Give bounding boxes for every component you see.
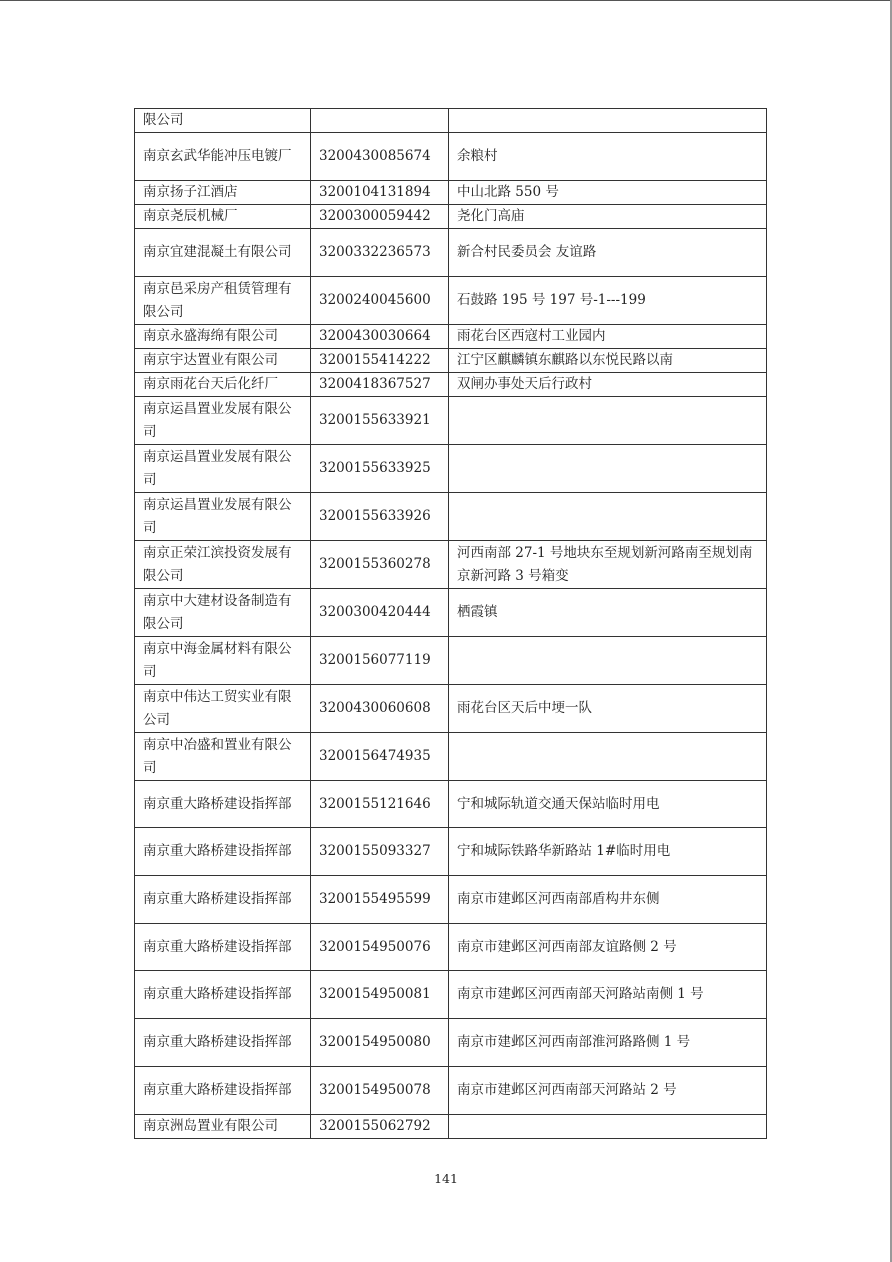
account-number-cell: 3200155633921 <box>311 397 449 445</box>
address-cell <box>449 397 767 445</box>
account-number-cell: 3200430060608 <box>311 685 449 733</box>
account-number-cell: 3200300059442 <box>311 205 449 229</box>
table-row <box>135 373 767 397</box>
company-name-cell: 南京运昌置业发展有限公司 <box>135 397 311 445</box>
company-name-cell: 南京中伟达工贸实业有限公司 <box>135 685 311 733</box>
address-cell <box>449 733 767 781</box>
account-number-cell: 3200155633926 <box>311 493 449 541</box>
address-cell: 宁和城际轨道交通天保站临时用电 <box>449 781 767 828</box>
company-name-cell: 南京重大路桥建设指挥部 <box>135 924 311 971</box>
page-number: 141 <box>434 1171 458 1186</box>
company-name-cell: 南京宜建混凝土有限公司 <box>135 229 311 277</box>
account-number-cell: 3200430030664 <box>311 325 449 349</box>
company-name-cell: 南京扬子江酒店 <box>135 181 311 205</box>
company-name-cell: 南京重大路桥建设指挥部 <box>135 971 311 1019</box>
table-row <box>135 205 767 229</box>
address-cell <box>449 445 767 493</box>
table-row <box>135 781 767 828</box>
address-cell: 余粮村 <box>449 133 767 181</box>
table-row <box>135 876 767 924</box>
address-cell: 栖霞镇 <box>449 589 767 637</box>
page-top-edge <box>0 0 892 1</box>
company-name-cell: 南京玄武华能冲压电镀厂 <box>135 133 311 181</box>
account-number-cell: 3200155121646 <box>311 781 449 828</box>
account-number-cell: 3200155093327 <box>311 828 449 876</box>
account-number-cell: 3200104131894 <box>311 181 449 205</box>
address-cell: 南京市建邺区河西南部盾构井东侧 <box>449 876 767 924</box>
company-name-cell: 南京重大路桥建设指挥部 <box>135 1019 311 1067</box>
company-name-cell: 南京重大路桥建设指挥部 <box>135 1067 311 1115</box>
company-name-cell: 限公司 <box>135 109 311 133</box>
address-cell: 雨花台区天后中埂一队 <box>449 685 767 733</box>
company-name-cell: 南京洲岛置业有限公司 <box>135 1115 311 1139</box>
address-cell: 尧化门高庙 <box>449 205 767 229</box>
table-row <box>135 229 767 277</box>
table-row <box>135 1067 767 1115</box>
company-name-cell: 南京重大路桥建设指挥部 <box>135 828 311 876</box>
address-cell <box>449 493 767 541</box>
table-row <box>135 325 767 349</box>
company-name-cell: 南京重大路桥建设指挥部 <box>135 876 311 924</box>
address-cell: 中山北路 550 号 <box>449 181 767 205</box>
address-cell <box>449 109 767 133</box>
table-row <box>135 685 767 733</box>
account-number-cell: 3200156077119 <box>311 637 449 685</box>
table-row <box>135 109 767 133</box>
table-row <box>135 924 767 971</box>
company-name-cell: 南京邑采房产租赁管理有限公司 <box>135 277 311 325</box>
account-number-cell: 3200154950080 <box>311 1019 449 1067</box>
account-number-cell: 3200418367527 <box>311 373 449 397</box>
account-number-cell <box>311 109 449 133</box>
company-name-cell: 南京运昌置业发展有限公司 <box>135 445 311 493</box>
address-cell: 南京市建邺区河西南部友谊路侧 2 号 <box>449 924 767 971</box>
table-row <box>135 828 767 876</box>
account-number-cell: 3200155414222 <box>311 349 449 373</box>
account-number-cell: 3200155062792 <box>311 1115 449 1139</box>
company-name-cell: 南京中海金属材料有限公司 <box>135 637 311 685</box>
address-cell: 南京市建邺区河西南部天河路站南侧 1 号 <box>449 971 767 1019</box>
address-cell: 新合村民委员会 友谊路 <box>449 229 767 277</box>
address-cell <box>449 1115 767 1139</box>
table-row <box>135 133 767 181</box>
account-number-cell: 3200154950078 <box>311 1067 449 1115</box>
company-name-cell: 南京雨花台天后化纤厂 <box>135 373 311 397</box>
table-row <box>135 541 767 589</box>
address-cell: 南京市建邺区河西南部淮河路路侧 1 号 <box>449 1019 767 1067</box>
table-row <box>135 971 767 1019</box>
table-row <box>135 397 767 445</box>
account-number-cell: 3200154950076 <box>311 924 449 971</box>
account-number-cell: 3200155633925 <box>311 445 449 493</box>
table-row <box>135 181 767 205</box>
account-number-cell: 3200156474935 <box>311 733 449 781</box>
company-name-cell: 南京永盛海绵有限公司 <box>135 325 311 349</box>
table-row <box>135 1019 767 1067</box>
company-name-cell: 南京宇达置业有限公司 <box>135 349 311 373</box>
table-row <box>135 733 767 781</box>
company-name-cell: 南京重大路桥建设指挥部 <box>135 781 311 828</box>
company-name-cell: 南京正荣江滨投资发展有限公司 <box>135 541 311 589</box>
table-row <box>135 589 767 637</box>
table-body <box>135 109 767 1139</box>
address-cell: 江宁区麒麟镇东麒路以东悦民路以南 <box>449 349 767 373</box>
company-name-cell: 南京中冶盛和置业有限公司 <box>135 733 311 781</box>
account-number-cell: 3200155495599 <box>311 876 449 924</box>
table-row <box>135 445 767 493</box>
table-row <box>135 637 767 685</box>
account-number-cell: 3200332236573 <box>311 229 449 277</box>
company-name-cell: 南京尧辰机械厂 <box>135 205 311 229</box>
address-cell: 雨花台区西寇村工业园内 <box>449 325 767 349</box>
table-row <box>135 277 767 325</box>
table-row <box>135 493 767 541</box>
address-cell: 石鼓路 195 号 197 号-1---199 <box>449 277 767 325</box>
account-number-cell: 3200155360278 <box>311 541 449 589</box>
company-name-cell: 南京中大建材设备制造有限公司 <box>135 589 311 637</box>
account-number-cell: 3200430085674 <box>311 133 449 181</box>
address-cell <box>449 637 767 685</box>
table-row <box>135 349 767 373</box>
customer-table <box>134 108 767 1139</box>
address-cell: 南京市建邺区河西南部天河路站 2 号 <box>449 1067 767 1115</box>
document-table-container <box>134 108 766 1139</box>
address-cell: 双闸办事处天后行政村 <box>449 373 767 397</box>
address-cell: 宁和城际铁路华新路站 1#临时用电 <box>449 828 767 876</box>
account-number-cell: 3200300420444 <box>311 589 449 637</box>
address-cell: 河西南部 27-1 号地块东至规划新河路南至规划南京新河路 3 号箱变 <box>449 541 767 589</box>
company-name-cell: 南京运昌置业发展有限公司 <box>135 493 311 541</box>
account-number-cell: 3200240045600 <box>311 277 449 325</box>
account-number-cell: 3200154950081 <box>311 971 449 1019</box>
table-row <box>135 1115 767 1139</box>
